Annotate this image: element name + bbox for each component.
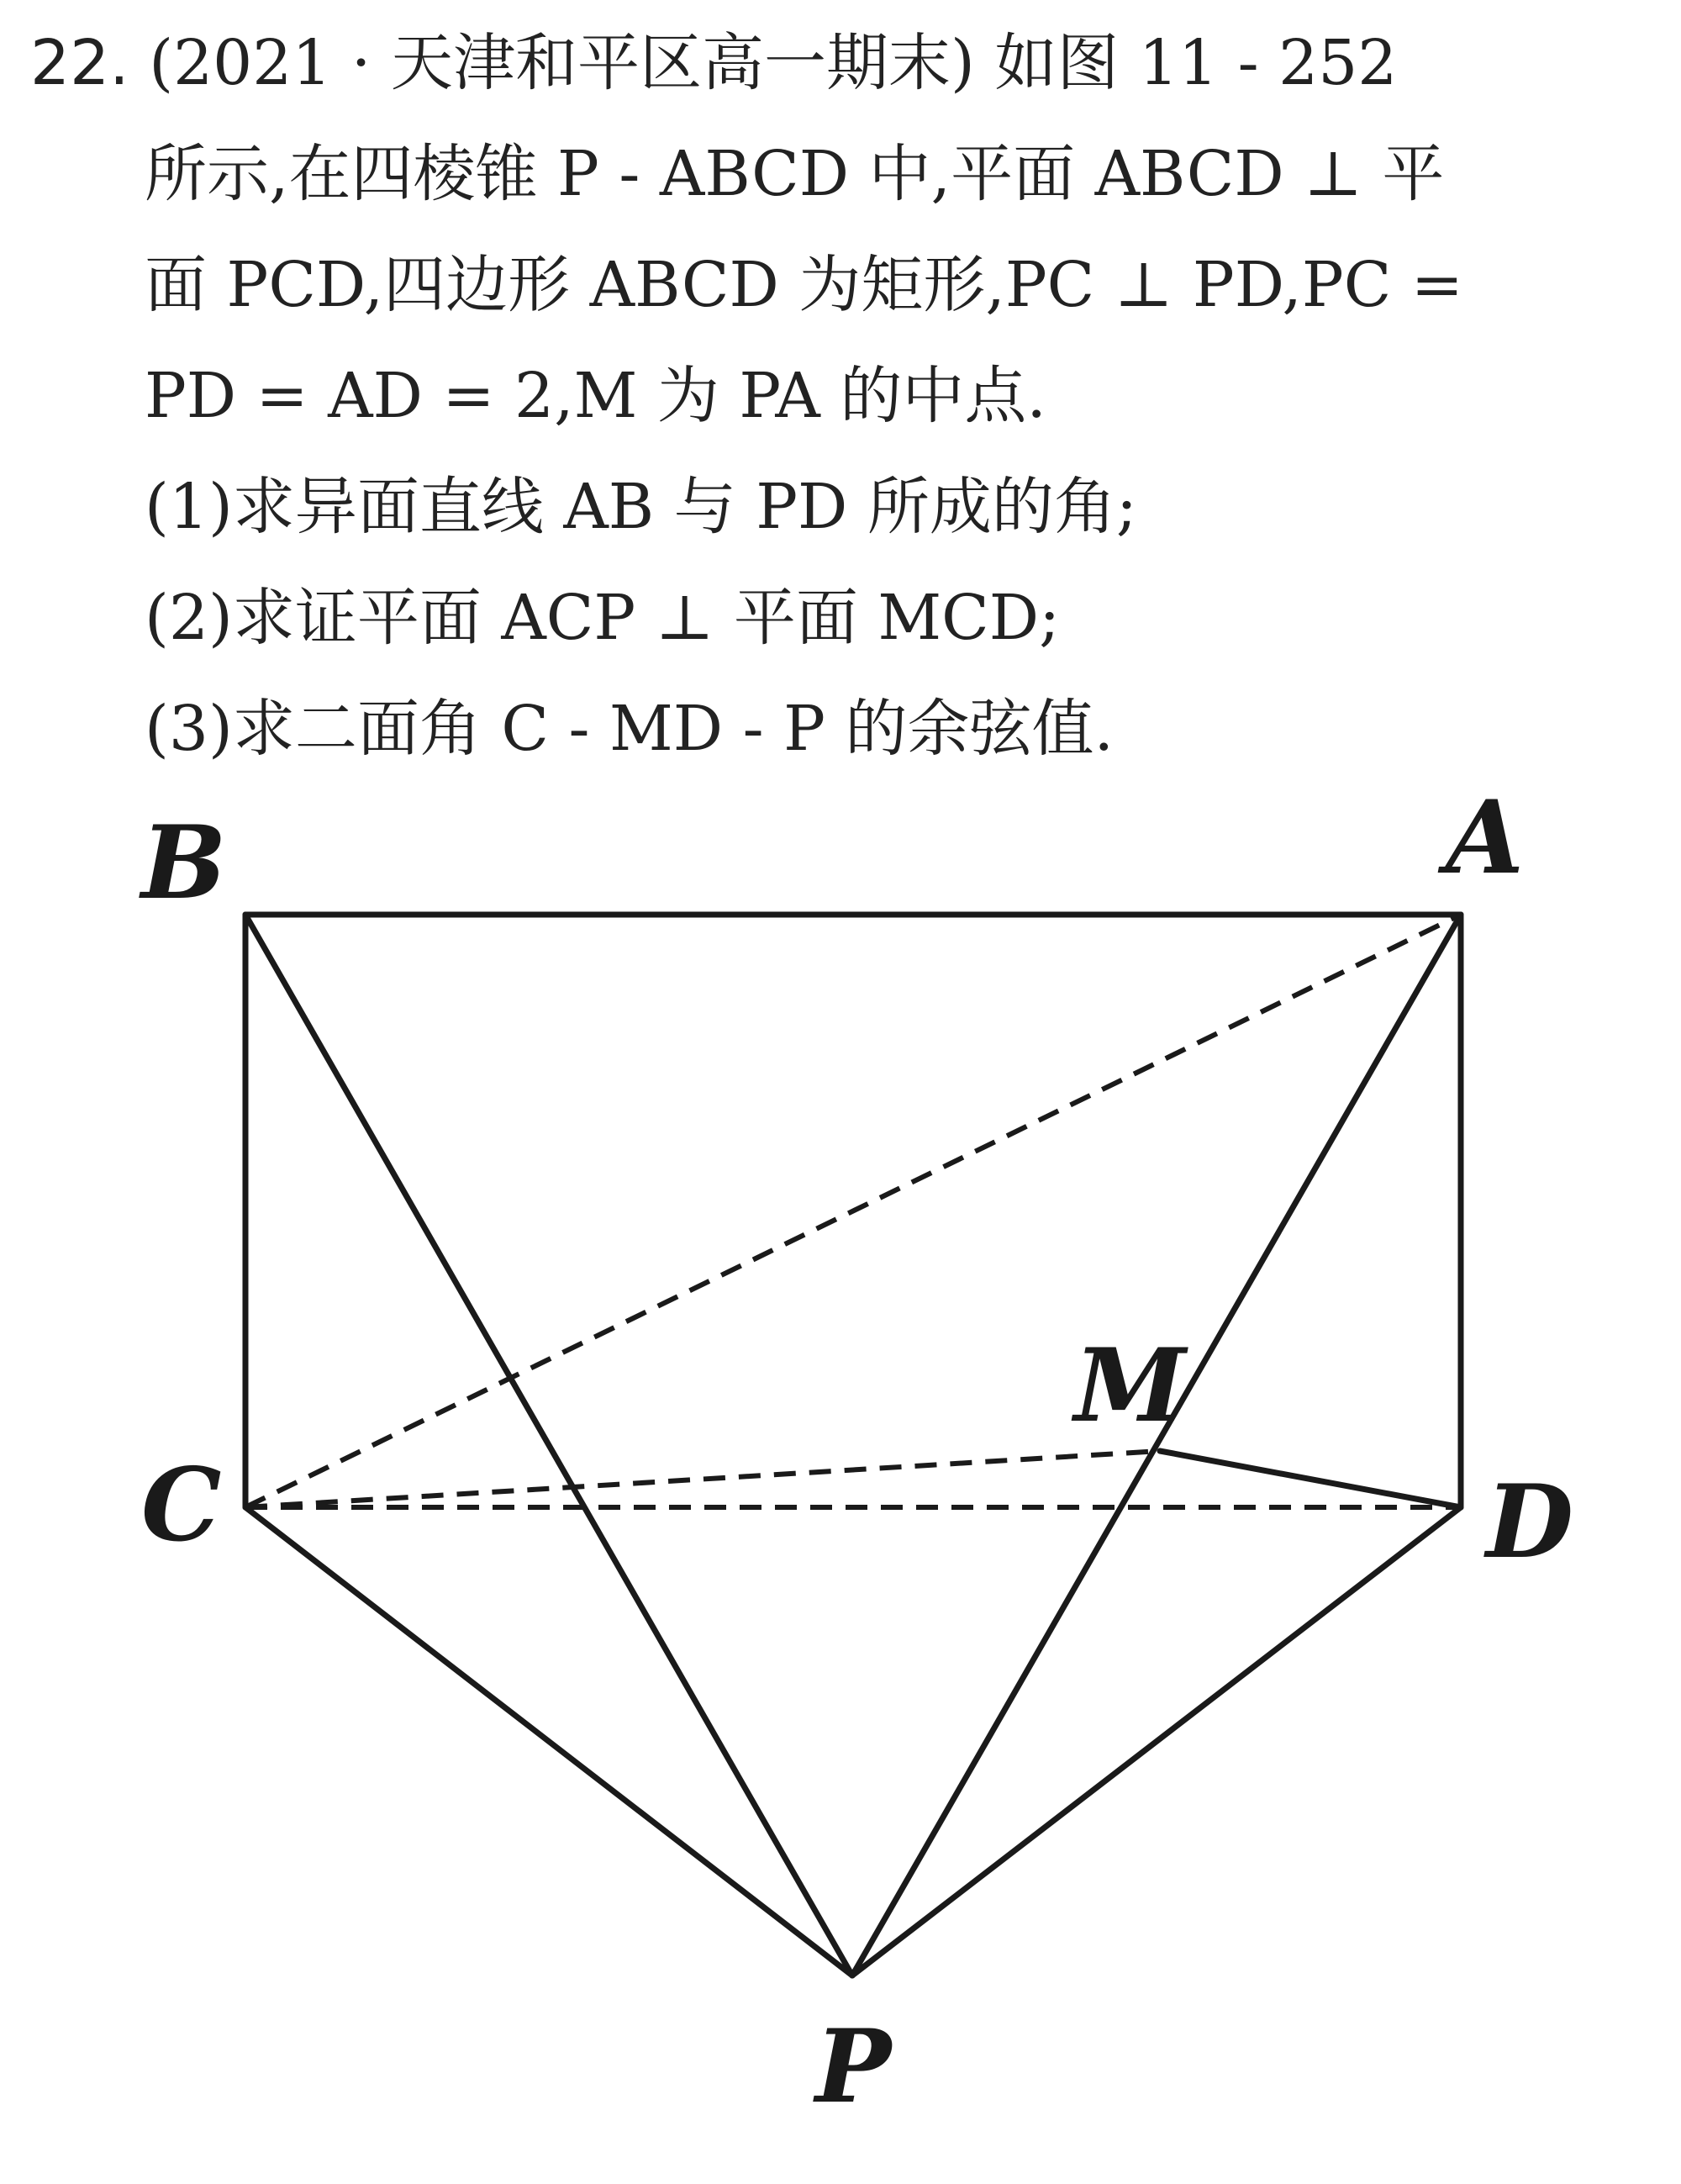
edge-BP <box>245 915 852 1976</box>
figure-reference: 如图 11 - 252 <box>994 27 1398 99</box>
vertex-label-A: A <box>1446 778 1525 897</box>
problem-line-2: 所示,在四棱锥 P - ABCD 中,平面 ABCD ⊥ 平 <box>145 138 1445 210</box>
problem-line-3: 面 PCD,四边形 ABCD 为矩形,PC ⊥ PD,PC = <box>145 249 1463 321</box>
vertex-label-C: C <box>141 1446 222 1564</box>
problem-source: (2021 · 天津和平区高一期末) <box>149 27 975 99</box>
question-1: (1)求异面直线 AB 与 PD 所成的角; <box>145 471 1137 543</box>
question-2: (2)求证平面 ACP ⊥ 平面 MCD; <box>145 582 1061 654</box>
vertex-label-B: B <box>141 804 227 922</box>
pyramid-diagram <box>0 773 1681 2184</box>
edge-AP <box>852 915 1461 1976</box>
problem-text <box>0 0 1681 773</box>
vertex-label-D: D <box>1486 1463 1574 1581</box>
problem-line-4: PD = AD = 2,M 为 PA 的中点. <box>145 360 1046 432</box>
edge-MD <box>1160 1451 1461 1507</box>
question-3: (3)求二面角 C - MD - P 的余弦值. <box>145 693 1114 765</box>
problem-number: 22. <box>30 27 129 99</box>
edge-CP <box>245 1507 852 1976</box>
vertex-label-P: P <box>815 2007 892 2126</box>
edge-CA <box>245 915 1461 1507</box>
edge-CM <box>245 1451 1160 1507</box>
vertex-label-M: M <box>1074 1327 1186 1445</box>
edge-DP <box>852 1507 1461 1976</box>
problem-line-1 <box>30 27 1398 99</box>
